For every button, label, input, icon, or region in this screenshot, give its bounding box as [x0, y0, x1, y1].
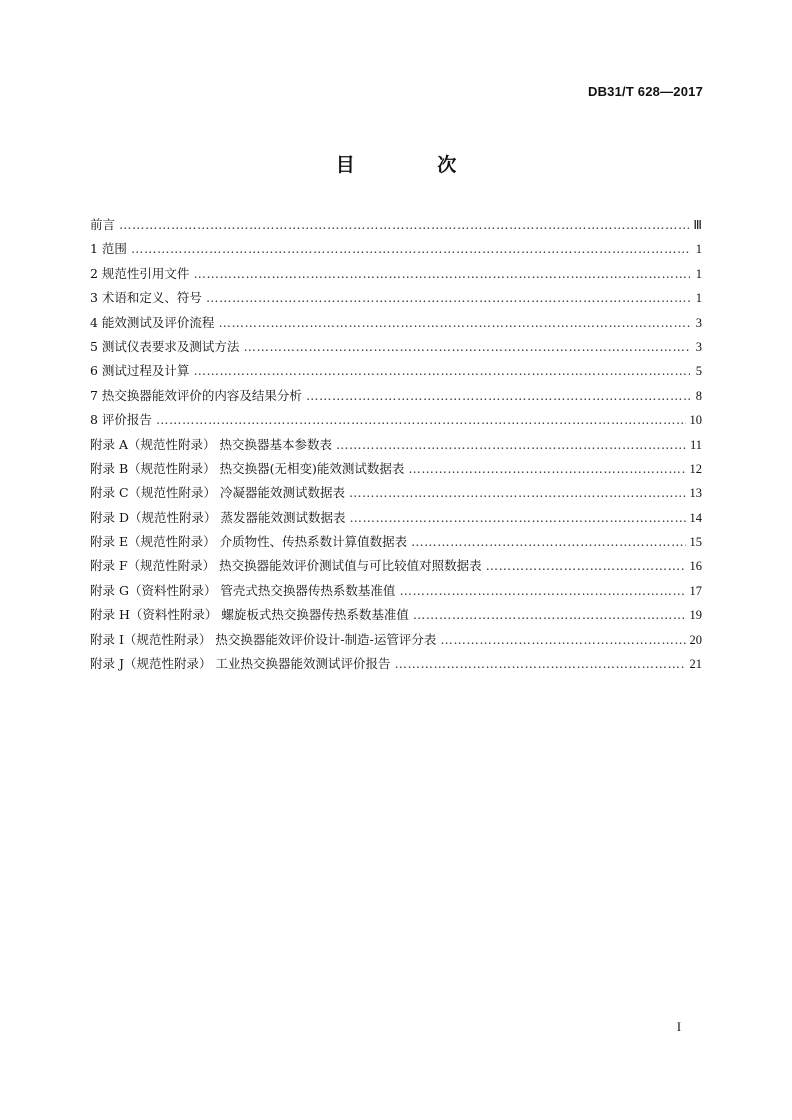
- toc-entry-page: 16: [689, 559, 702, 574]
- toc-entry-page: 8: [695, 388, 702, 403]
- toc-leader-dots: [349, 510, 685, 525]
- toc-entry[interactable]: [90, 239, 702, 263]
- toc-entry[interactable]: [90, 581, 702, 605]
- toc-entry-label: 1 范围: [90, 241, 127, 257]
- toc-entry-page: 1: [695, 266, 702, 281]
- toc-leader-dots: [193, 266, 690, 281]
- toc-entry-page: 20: [689, 632, 702, 647]
- toc-entry-page: 5: [695, 364, 702, 379]
- toc-entry-label: 附录 H（资料性附录） 螺旋板式热交换器传热系数基准值: [90, 607, 409, 623]
- toc-leader-dots: [411, 534, 685, 549]
- toc-entry[interactable]: [90, 410, 702, 434]
- toc-entry-label: 附录 E（规范性附录） 介质物性、传热系数计算值数据表: [90, 534, 408, 550]
- toc-leader-dots: [486, 558, 686, 573]
- toc-entry-page: 1: [695, 291, 702, 306]
- toc-leader-dots: [218, 315, 690, 330]
- toc-leader-dots: [413, 607, 686, 622]
- toc-entry-label: 前言: [90, 217, 116, 232]
- toc-entry[interactable]: [90, 508, 702, 532]
- toc-entry-page: 17: [689, 583, 702, 598]
- toc-entry-label: 3 术语和定义、符号: [90, 290, 202, 306]
- toc-entry-label: 4 能效测试及评价流程: [90, 314, 215, 330]
- toc-entry-label: 7 热交换器能效评价的内容及结果分析: [90, 387, 302, 403]
- toc-entry-page: 3: [695, 339, 702, 354]
- toc-entry-label: 附录 G（资料性附录） 管壳式热交换器传热系数基准值: [90, 582, 396, 598]
- toc-entry-label: 附录 I（规范性附录） 热交换器能效评价设计-制造-运管评分表: [90, 631, 437, 647]
- toc-entry-label: 附录 J（规范性附录） 工业热交换器能效测试评价报告: [90, 656, 391, 672]
- toc-leader-dots: [349, 485, 685, 500]
- toc-entry-label: 6 测试过程及计算: [90, 363, 190, 379]
- toc-entry[interactable]: [90, 313, 702, 337]
- toc-entry[interactable]: [90, 264, 702, 288]
- toc-leader-dots: [119, 217, 689, 232]
- toc-entry-label: 附录 A（规范性附录） 热交换器基本参数表: [90, 436, 332, 452]
- toc-entry-label: 附录 F（规范性附录） 热交换器能效评价测试值与可比较值对照数据表: [90, 558, 482, 574]
- toc-entry-page: 12: [689, 461, 702, 476]
- toc-leader-dots: [243, 339, 690, 354]
- table-of-contents: [90, 215, 702, 678]
- toc-leader-dots: [193, 363, 690, 378]
- toc-entry[interactable]: [90, 532, 702, 556]
- toc-leader-dots: [206, 290, 690, 305]
- toc-entry-page: 15: [689, 535, 702, 550]
- toc-leader-dots: [306, 388, 690, 403]
- toc-entry[interactable]: [90, 556, 702, 580]
- toc-leader-dots: [440, 632, 685, 647]
- toc-entry[interactable]: [90, 435, 702, 459]
- toc-entry-label: 附录 B（规范性附录） 热交换器(无相变)能效测试数据表: [90, 460, 405, 476]
- toc-entry-page: 1: [695, 242, 702, 257]
- toc-entry[interactable]: [90, 605, 702, 629]
- toc-entry-page: 21: [689, 657, 702, 672]
- toc-entry[interactable]: [90, 483, 702, 507]
- toc-leader-dots: [336, 437, 686, 452]
- toc-entry[interactable]: [90, 288, 702, 312]
- toc-title: 目 次: [335, 154, 495, 176]
- toc-entry[interactable]: [90, 630, 702, 654]
- toc-entry-page: 11: [689, 437, 702, 452]
- toc-entry-page: 3: [695, 315, 702, 330]
- standard-code: DB31/T 628—2017: [587, 84, 703, 99]
- toc-leader-dots: [394, 656, 685, 671]
- toc-entry-page: Ⅲ: [693, 218, 702, 232]
- toc-entry[interactable]: [90, 361, 702, 385]
- toc-entry[interactable]: [90, 215, 702, 239]
- toc-entry-label: 5 测试仪表要求及测试方法: [90, 338, 240, 354]
- toc-leader-dots: [399, 583, 685, 598]
- toc-entry-page: 13: [689, 486, 702, 501]
- page-number: I: [676, 1020, 681, 1034]
- toc-entry[interactable]: [90, 459, 702, 483]
- toc-entry[interactable]: [90, 386, 702, 410]
- toc-entry-page: 14: [689, 510, 702, 525]
- toc-entry-label: 附录 D（规范性附录） 蒸发器能效测试数据表: [90, 509, 346, 525]
- toc-entry-label: 附录 C（规范性附录） 冷凝器能效测试数据表: [90, 485, 346, 501]
- toc-leader-dots: [408, 461, 685, 476]
- toc-entry-label: 8 评价报告: [90, 412, 152, 428]
- toc-entry[interactable]: [90, 337, 702, 361]
- toc-entry-page: 19: [689, 608, 702, 623]
- toc-entry-page: 10: [689, 413, 702, 428]
- toc-leader-dots: [156, 412, 686, 427]
- toc-entry-label: 2 规范性引用文件: [90, 265, 190, 281]
- toc-leader-dots: [131, 241, 690, 256]
- toc-entry[interactable]: [90, 654, 702, 678]
